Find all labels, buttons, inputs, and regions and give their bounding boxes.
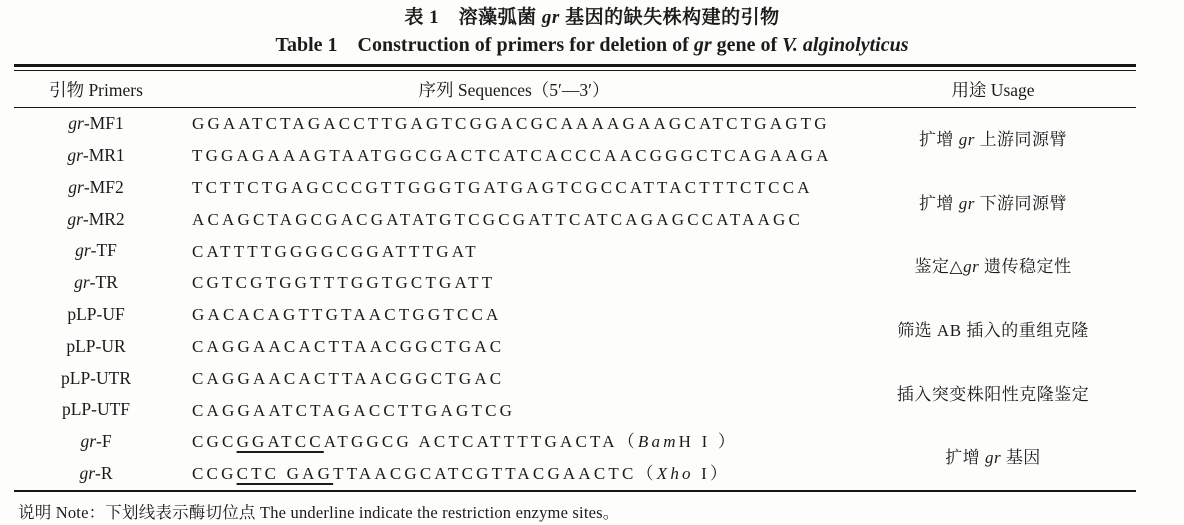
primer-sequence: GACACAGTTGTAACTGGTCCA (192, 305, 502, 325)
table-row (14, 426, 1136, 458)
usage-cell: 筛选 AB 插入的重组克隆 (897, 321, 1089, 341)
primer-name: gr-TF (75, 240, 117, 261)
primers-table-wrap (14, 64, 1136, 492)
primer-name: gr-MF1 (68, 113, 124, 134)
primers-table (14, 71, 1136, 492)
table-row (14, 172, 1136, 204)
primer-sequence: CGTCGTGGTTTGGTGCTGATT (192, 273, 496, 293)
table-title-en: Table 1 Construction of primers for deletion of gr gene of V. alginolyticus (275, 34, 909, 56)
table-row (14, 108, 1136, 140)
usage-cell: 扩增 gr 上游同源臂 (918, 130, 1068, 150)
primer-sequence: CAGGAACACTTAACGGCTGAC (192, 368, 505, 388)
usage-cell: 鉴定△gr 遗传稳定性 (914, 257, 1072, 277)
primer-sequence: TGGAGAAAGTAATGGCGACTCATCACCCAACGGGCTCAGAAGA (192, 146, 832, 166)
primer-sequence: TCTTCTGAGCCCGTTGGGTGATGAGTCGCCATTACTTTCTCCA (192, 177, 813, 197)
primer-name: pLP-UF (67, 303, 125, 324)
primer-sequence: CATTTTGGGGCGGATTTGAT (192, 241, 479, 261)
table-title-zh: 表 1 溶藻弧菌 gr 基因的缺失株构建的引物 (404, 7, 780, 28)
primer-name: pLP-UR (66, 335, 126, 356)
primer-name: pLP-UTR (61, 367, 131, 388)
table-note: 说明 Note：下划线表示酶切位点 The underline indicate the restriction enzyme sites。 (18, 502, 620, 522)
primer-sequence: GGAATCTAGACCTTGAGTCGGACGCAAAAGAAGCATCTGAGTG (192, 114, 830, 134)
primer-name: gr-MF2 (68, 176, 124, 197)
primer-sequence: CAGGAATCTAGACCTTGAGTCG (192, 400, 516, 420)
primer-name: gr-F (80, 431, 112, 452)
table-row (14, 362, 1136, 394)
primer-sequence: ACAGCTAGCGACGATATGTCGCGATTCATCAGAGCCATAAGC (192, 209, 804, 229)
table-row (14, 299, 1136, 331)
header-row (14, 71, 1136, 108)
primer-name: pLP-UTF (61, 399, 131, 420)
col-header-primers: 引物 Primers (14, 71, 178, 108)
usage-cell: 扩增 gr 基因 (945, 448, 1041, 468)
primer-sequence: CAGGAACACTTAACGGCTGAC (192, 336, 505, 356)
table-row (14, 235, 1136, 267)
primer-sequence: CCGCTC GAGTTAACGCATCGTTACGAACTC（Xho I） (192, 464, 731, 484)
table-top-rule (14, 64, 1136, 71)
primer-name: gr-R (79, 462, 113, 483)
primer-name: gr-MR2 (67, 208, 125, 229)
usage-cell: 插入突变株阳性克隆鉴定 (896, 384, 1090, 404)
col-header-usage: 用途 Usage (850, 71, 1136, 108)
primer-sequence: CGCGGATCCATGGCG ACTCATTTTGACTA（BamH I ） (192, 432, 739, 452)
primer-name: gr-MR1 (67, 144, 125, 165)
col-header-sequences: 序列 Sequences（5′—3′） (178, 71, 850, 108)
usage-cell: 扩增 gr 下游同源臂 (918, 193, 1068, 213)
primer-name: gr-TR (74, 272, 118, 293)
